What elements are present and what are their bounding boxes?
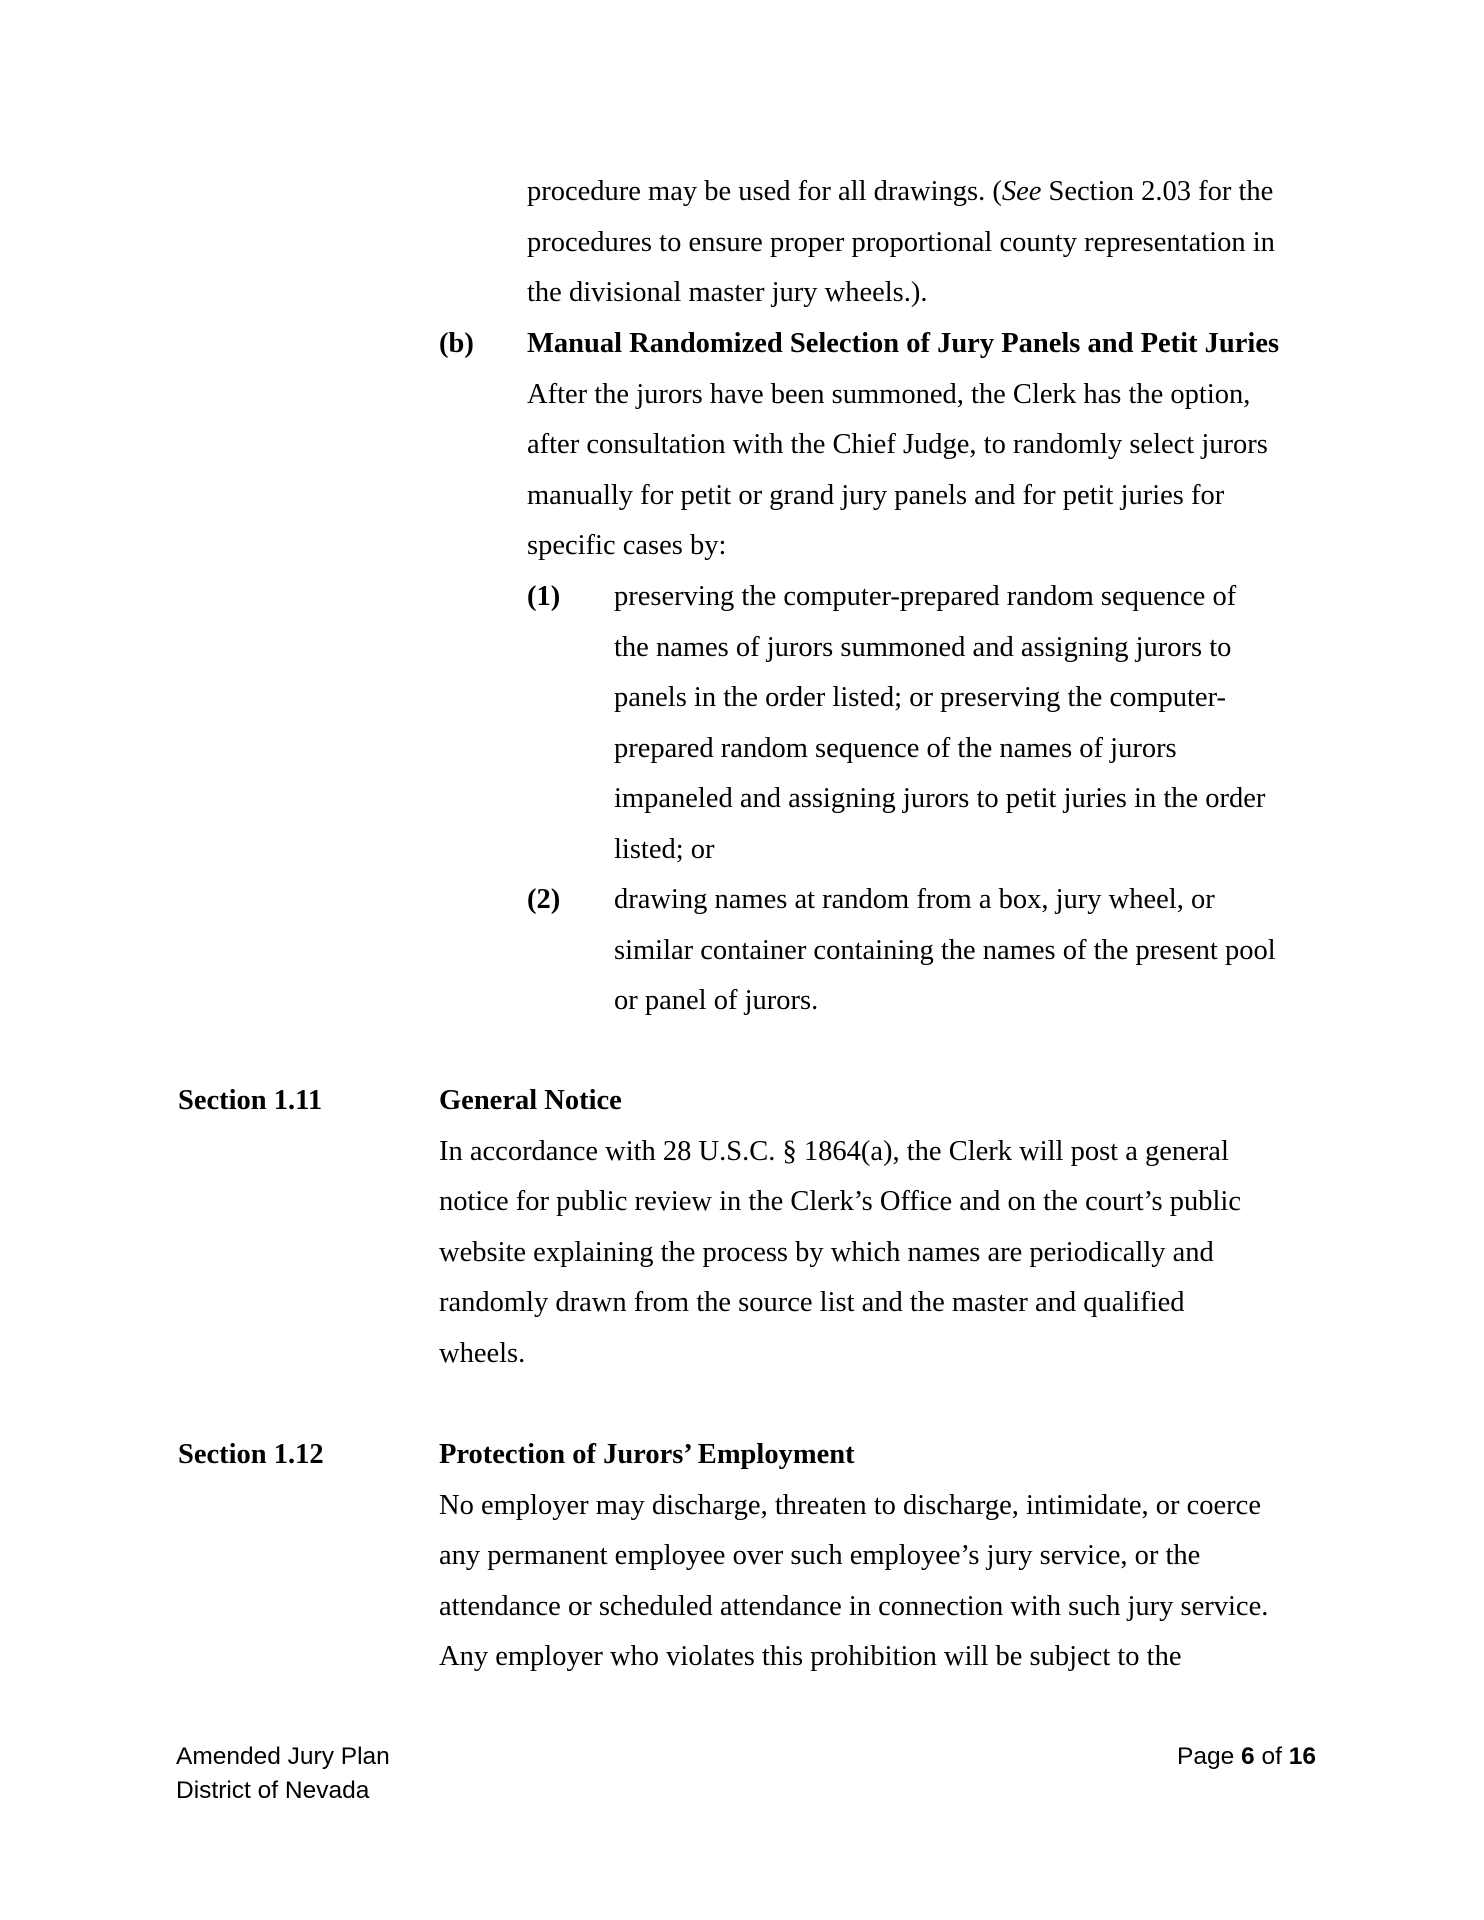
item-b-label: (b) xyxy=(439,328,474,359)
subitem-1-label: (1) xyxy=(527,581,561,612)
page-of-word: of xyxy=(1261,1743,1282,1770)
page-current: 6 xyxy=(1241,1743,1255,1770)
subitem-2-line: similar container containing the names of the present pool xyxy=(614,934,1276,966)
section-1-12-heading: Protection of Jurors’ Employment xyxy=(439,1439,855,1470)
subitem-1-line: preserving the computer-prepared random sequence of xyxy=(614,581,1237,612)
section-1-12-line: any permanent employee over such employee’s jury service, or the xyxy=(439,1540,1201,1572)
page-total: 16 xyxy=(1288,1743,1316,1770)
item-b-line: manually for petit or grand jury panels and for petit juries for xyxy=(527,479,1225,511)
subitem-2-line: or panel of jurors. xyxy=(614,985,819,1017)
subitem-2-paragraph xyxy=(614,875,1324,1027)
section-1-11-line: randomly drawn from the source list and the master and qualified xyxy=(439,1287,1185,1319)
intro-paragraph xyxy=(527,167,1307,319)
section-1-11-line: website explaining the process by which names are periodically and xyxy=(439,1236,1214,1268)
intro-line-1-pre: procedure may be used for all drawings. ( xyxy=(527,176,1002,207)
item-b-line: after consultation with the Chief Judge, to randomly select jurors xyxy=(527,429,1268,461)
footer-district: District of Nevada xyxy=(176,1777,370,1804)
section-1-12-line: Any employer who violates this prohibition will be subject to the xyxy=(439,1641,1182,1673)
item-b-paragraph xyxy=(527,319,1327,572)
footer-document-info xyxy=(176,1740,390,1808)
subitem-2-line: drawing names at random from a box, jury wheel, or xyxy=(614,884,1215,915)
footer-doc-title: Amended Jury Plan xyxy=(176,1743,390,1770)
section-1-12-line: No employer may discharge, threaten to discharge, intimidate, or coerce xyxy=(439,1489,1261,1521)
intro-line-3: the divisional master jury wheels.). xyxy=(527,277,928,309)
intro-line-1-post: Section 2.03 for the xyxy=(1041,176,1274,207)
section-1-11-heading: General Notice xyxy=(439,1085,622,1116)
subitem-1-paragraph xyxy=(614,572,1324,876)
section-1-12-label: Section 1.12 xyxy=(178,1439,324,1470)
see-citation-signal: See xyxy=(1001,176,1042,207)
intro-line-1 xyxy=(527,167,1307,218)
intro-line-2: procedures to ensure proper proportional county representation in xyxy=(527,226,1275,258)
section-1-11-line: In accordance with 28 U.S.C. § 1864(a), the Clerk will post a general xyxy=(439,1135,1229,1167)
item-b-line: After the jurors have been summoned, the Clerk has the option, xyxy=(527,378,1251,410)
subitem-1-line: prepared random sequence of the names of jurors xyxy=(614,732,1177,764)
subitem-1-line: listed; or xyxy=(614,833,715,865)
section-1-12-line: attendance or scheduled attendance in connection with such jury service. xyxy=(439,1590,1269,1622)
subitem-1-line: impaneled and assigning jurors to petit juries in the order xyxy=(614,783,1266,815)
section-1-11-label: Section 1.11 xyxy=(178,1085,323,1116)
subitem-2-label: (2) xyxy=(527,884,561,915)
page-word: Page xyxy=(1177,1743,1235,1770)
section-1-12-body xyxy=(439,1430,1319,1683)
section-1-11-line: notice for public review in the Clerk’s Office and on the court’s public xyxy=(439,1186,1241,1218)
subitem-1-line: the names of jurors summoned and assigning jurors to xyxy=(614,631,1232,663)
section-1-11-line: wheels. xyxy=(439,1337,526,1369)
subitem-1-line: panels in the order listed; or preserving the computer- xyxy=(614,682,1226,714)
item-b-heading: Manual Randomized Selection of Jury Panels and Petit Juries xyxy=(527,328,1280,359)
section-1-11-body xyxy=(439,1076,1319,1380)
item-b-line: specific cases by: xyxy=(527,530,727,562)
footer-page-number xyxy=(1177,1740,1316,1774)
